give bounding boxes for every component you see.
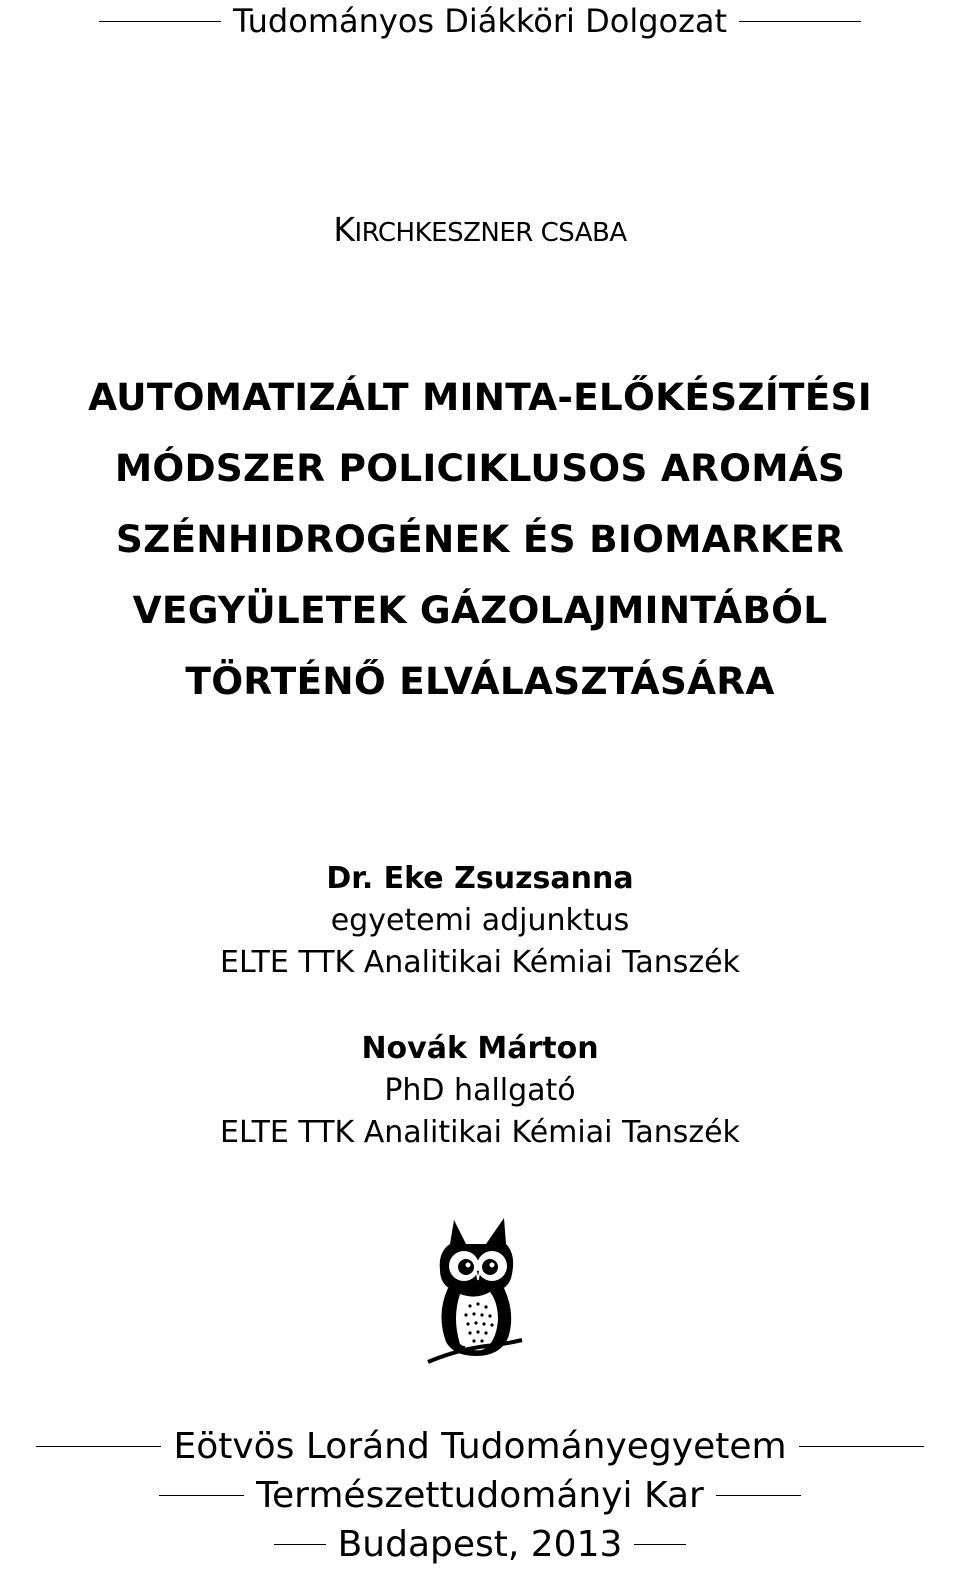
adviser-name: Novák Márton <box>361 1031 599 1066</box>
footer-university-line <box>0 1426 960 1467</box>
footer-right-rule <box>716 1495 801 1496</box>
thesis-title <box>0 362 960 717</box>
adviser-department: ELTE TTK Analitikai Kémiai Tanszék <box>220 1115 740 1150</box>
adviser-position: PhD hallgató <box>384 1073 576 1108</box>
footer-right-rule <box>634 1544 686 1545</box>
author-name <box>0 210 960 249</box>
footer-faculty-line <box>0 1475 960 1516</box>
adviser-name: Dr. Eke Zsuzsanna <box>326 861 634 896</box>
footer-right-rule <box>799 1446 924 1447</box>
title-line: AUTOMATIZÁLT MINTA-ELŐKÉSZÍTÉSI <box>88 375 872 419</box>
faculty-name: Természettudományi Kar <box>256 1475 704 1516</box>
header-line <box>0 2 960 40</box>
adviser-position: egyetemi adjunktus <box>330 903 630 938</box>
author-initial: K <box>333 210 355 249</box>
adviser-department: ELTE TTK Analitikai Kémiai Tanszék <box>220 945 740 980</box>
university-name: Eötvös Loránd Tudományegyetem <box>173 1426 787 1467</box>
title-line: MÓDSZER POLICIKLUSOS AROMÁS <box>114 446 846 490</box>
footer-place-year-line <box>0 1524 960 1565</box>
footer-left-rule <box>36 1446 161 1447</box>
title-line: SZÉNHIDROGÉNEK ÉS BIOMARKER <box>115 517 845 561</box>
owl-icon <box>426 1214 526 1364</box>
place-year: Budapest, 2013 <box>337 1524 623 1565</box>
footer-left-rule <box>159 1495 244 1496</box>
footer-left-rule <box>274 1544 326 1545</box>
thesis-type: Tudományos Diákköri Dolgozat <box>232 2 728 40</box>
author-name-rest: IRCHKESZNER CSABA <box>354 218 627 248</box>
title-line: TÖRTÉNŐ ELVÁLASZTÁSÁRA <box>185 659 775 703</box>
header-left-rule <box>99 21 221 22</box>
adviser-block <box>0 858 960 984</box>
header-right-rule <box>739 21 861 22</box>
title-line: VEGYÜLETEK GÁZOLAJMINTÁBÓL <box>132 588 828 632</box>
adviser-block <box>0 1028 960 1154</box>
